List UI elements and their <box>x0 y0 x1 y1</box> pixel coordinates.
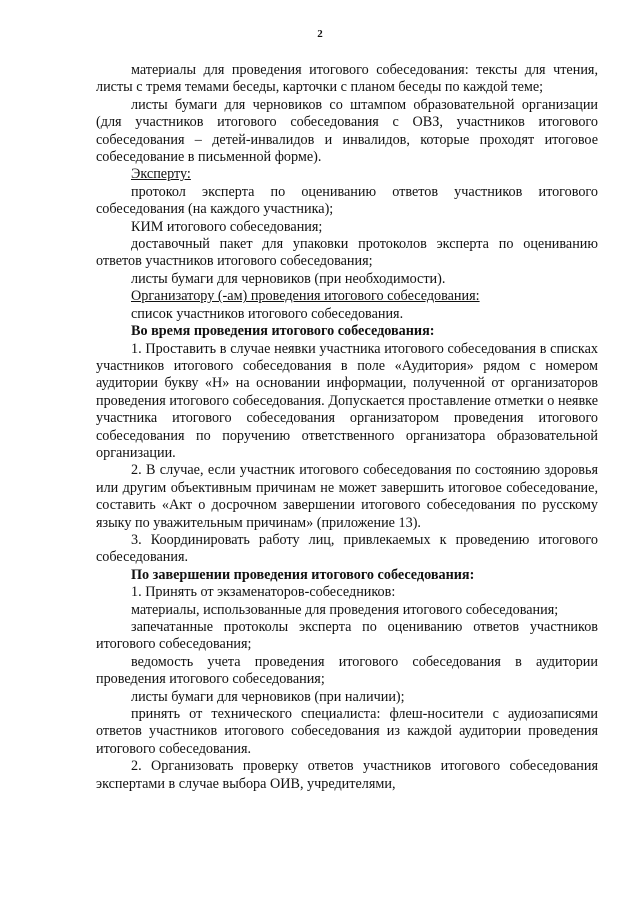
paragraph-expert-protocol: протокол эксперта по оцениванию ответов участников итогового собеседования (на каждого участника); <box>96 183 598 218</box>
heading-organizer-text: Организатору (-ам) проведения итогового собеседования: <box>131 288 480 305</box>
paragraph-draft-sheets: листы бумаги для черновиков со штампом образовательной организации (для участников итогового собеседования с ОВЗ, участников итогового собеседования – детей-инвалидов и инвалидов, которые проходят итоговое собеседование в письменной форме). <box>96 96 598 166</box>
paragraph-draft-optional: листы бумаги для черновиков (при необходимости). <box>131 270 446 287</box>
paragraph-record-sheet: ведомость учета проведения итогового собеседования в аудитории проведения итогового собеседования; <box>96 653 598 688</box>
paragraph-materials: материалы для проведения итогового собеседования: тексты для чтения, листы с тремя темами беседы, карточки с планом беседы по каждой теме; <box>96 62 598 96</box>
document-body <box>96 62 598 793</box>
paragraph-during-2: 2. В случае, если участник итогового собеседования по состоянию здоровья или другим объективным причинам не может завершить итоговое собеседование, составить «Акт о досрочном завершении итогового собеседования по русскому языку по уважительным причинам» (приложение 13). <box>96 462 598 531</box>
paragraph-used-materials: материалы, использованные для проведения итогового собеседования; <box>131 601 559 618</box>
paragraph-draft-available: листы бумаги для черновиков (при наличии); <box>131 688 405 705</box>
paragraph-flash-drives: принять от технического специалиста: флеш-носители с аудиозаписями ответов участников итогового собеседования из каждой аудитории проведения итогового собеседования. <box>96 706 598 757</box>
heading-after: По завершении проведения итогового собеседования: <box>131 566 475 583</box>
paragraph-participant-list: список участников итогового собеседования. <box>131 305 404 322</box>
paragraph-kim: КИМ итогового собеседования; <box>131 218 323 235</box>
paragraph-after-1: 1. Принять от экзаменаторов-собеседников: <box>131 584 396 601</box>
page-number: 2 <box>317 28 323 40</box>
heading-expert-text: Эксперту: <box>131 166 191 183</box>
paragraph-during-1: 1. Проставить в случае неявки участника итогового собеседования в списках участников итогового собеседования в поле «Аудитория» рядом с номером аудитории букву «Н» на основании информации, полученной от организаторов проведения итогового собеседования. Допускается проставление отметки о неявке участника итогового собеседования организатором проведения итогового собеседования по поручению ответственного организатора образовательной организации. <box>96 340 598 461</box>
paragraph-delivery-package: доставочный пакет для упаковки протоколов эксперта по оцениванию ответов участников итогового собеседования; <box>96 236 598 270</box>
heading-during: Во время проведения итогового собеседования: <box>131 323 435 340</box>
paragraph-after-2: 2. Организовать проверку ответов участников итогового собеседования экспертами в случае выбора ОИВ, учредителями, <box>96 758 598 792</box>
paragraph-during-3: 3. Координировать работу лиц, привлекаемых к проведению итогового собеседования. <box>96 531 598 566</box>
paragraph-sealed-protocols: запечатанные протоколы эксперта по оцениванию ответов участников итогового собеседования; <box>96 619 598 653</box>
heading-expert <box>96 166 598 183</box>
heading-organizer <box>96 288 598 305</box>
